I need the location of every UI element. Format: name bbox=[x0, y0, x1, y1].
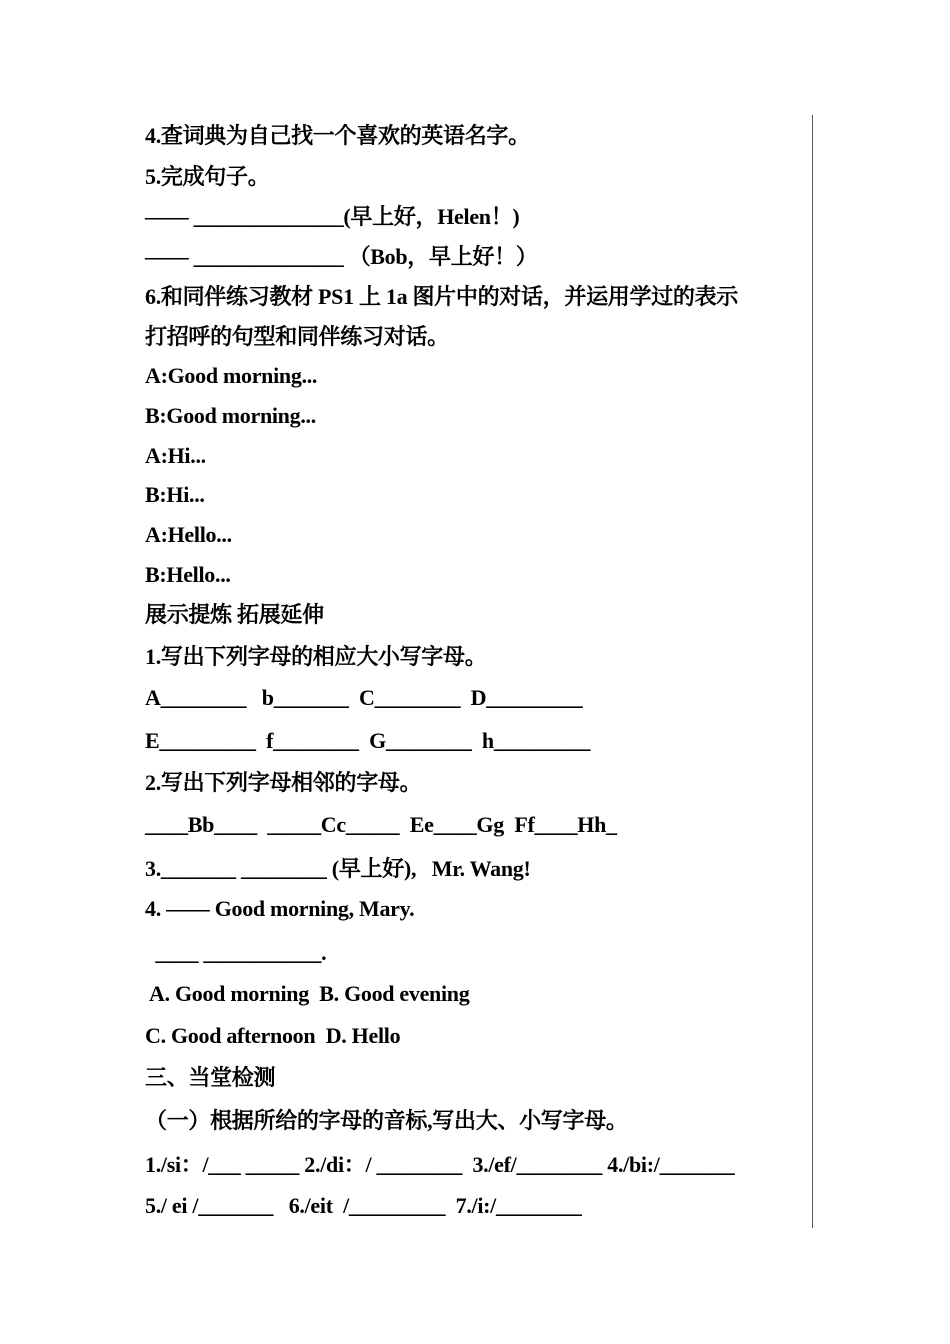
task-4-dictionary-name: 4.查词典为自己找一个喜欢的英语名字。 bbox=[145, 123, 530, 148]
exercise-3: 3._______ ________ (早上好), Mr. Wang! bbox=[145, 856, 531, 881]
exercise-1-row-1: A________ b_______ C________ D_________ bbox=[145, 685, 583, 710]
task-6-instruction-cont: 打招呼的句型和同伴练习对话。 bbox=[145, 324, 449, 349]
exercise-4-options-ab: A. Good morning B. Good evening bbox=[145, 981, 470, 1006]
exercise-4-options-cd: C. Good afternoon D. Hello bbox=[145, 1023, 401, 1048]
exercise-4-blank: ____ ___________. bbox=[145, 940, 327, 965]
page-margin-line bbox=[812, 115, 813, 1228]
exercise-4: 4. —— Good morning, Mary. bbox=[145, 896, 415, 921]
exercise-1-heading: 1.写出下列字母的相应大小写字母。 bbox=[145, 644, 487, 669]
task-5-sentence-2: —— ______________ （Bob，早上好！） bbox=[145, 244, 538, 269]
task-6-instruction: 6.和同伴练习教材 PS1 上 1a 图片中的对话，并运用学过的表示 bbox=[145, 284, 738, 309]
test-row-2: 5./ ei /_______ 6./eit /_________ 7./i:/________ bbox=[145, 1193, 582, 1218]
task-5-sentence-1: —— ______________(早上好，Helen！) bbox=[145, 204, 520, 229]
dialogue-line: A:Hello... bbox=[145, 522, 232, 547]
section-heading-extension: 展示提炼 拓展延伸 bbox=[145, 602, 324, 627]
dialogue-line: B:Hello... bbox=[145, 562, 231, 587]
exercise-2-heading: 2.写出下列字母相邻的字母。 bbox=[145, 770, 422, 795]
exercise-2-row: ____Bb____ _____Cc_____ Ee____Gg Ff____Hh_ bbox=[145, 812, 617, 837]
task-5-heading: 5.完成句子。 bbox=[145, 164, 270, 189]
test-part-1-heading: （一）根据所给的字母的音标,写出大、小写字母。 bbox=[145, 1108, 628, 1133]
dialogue-line: A:Hi... bbox=[145, 443, 206, 468]
dialogue-line: B:Hi... bbox=[145, 482, 205, 507]
test-row-1: 1./si：/___ _____ 2./di：/ ________ 3./ef/________ 4./bi:/_______ bbox=[145, 1152, 735, 1177]
dialogue-line: A:Good morning... bbox=[145, 363, 318, 388]
exercise-1-row-2: E_________ f________ G________ h_________ bbox=[145, 728, 591, 753]
dialogue-line: B:Good morning... bbox=[145, 403, 316, 428]
section-heading-test: 三、当堂检测 bbox=[145, 1065, 276, 1090]
